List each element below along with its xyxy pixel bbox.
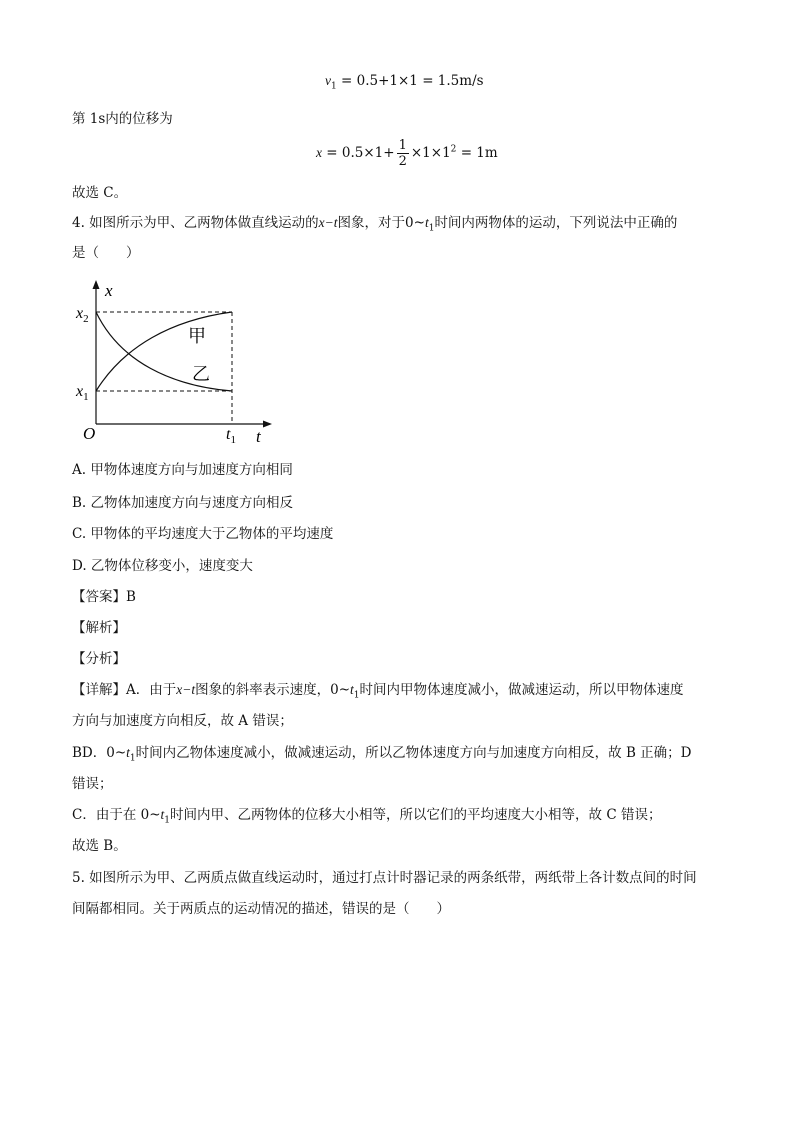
option-c: C. 甲物体的平均速度大于乙物体的平均速度: [72, 526, 334, 542]
x2-label: $x_2$: [76, 305, 89, 325]
equation-x: x = 0.5×1+ $\frac{1}{2}$ $\times 1\times 1^2 = 1m$: [316, 138, 498, 169]
q5-line1: 5. 如图所示为甲、乙两质点做直线运动时，通过打点计时器记录的两条纸带，两纸带上各计数点间的时间: [72, 870, 697, 886]
fenxi-heading: 【分析】: [72, 651, 126, 667]
yi-label: 乙: [192, 364, 210, 384]
detail-line3: BD．$0\sim t_1$时间内乙物体速度减小，做减速运动，所以乙物体速度方向与加速度方向相反，故 B 正确；D: [72, 745, 692, 764]
detail-line2: 方向与加速度方向相反，故 A 错误；: [72, 713, 293, 729]
equation-v1: $v_1 = 0.5+1\times 1 = 1.5m/s$: [325, 73, 484, 92]
q4-line1: 4. 如图所示为甲、乙两物体做直线运动的x−t图象，对于$0\sim t_1$时间内两物体的运动，下列说法中正确的: [72, 215, 678, 234]
answer: 【答案】B: [72, 589, 136, 605]
detail-line6: 故选 B。: [72, 838, 127, 854]
xt-graph: [72, 278, 282, 450]
y-axis-label: x: [105, 281, 113, 300]
q5-line2: 间隔都相同。关于两质点的运动情况的描述，错误的是（ ）: [72, 901, 450, 917]
option-b: B. 乙物体加速度方向与速度方向相反: [72, 495, 294, 511]
x-axis-arrow: [263, 421, 272, 428]
detail-line4: 错误；: [72, 776, 113, 792]
option-a: A. 甲物体速度方向与加速度方向相同: [72, 462, 293, 478]
origin-label: O: [83, 424, 96, 443]
y-axis-arrow: [93, 280, 100, 289]
x-axis-label: t: [256, 427, 261, 446]
jia-label: 甲: [188, 326, 206, 346]
detail-line5: C．由于在 $0\sim t_1$时间内甲、乙两物体的位移大小相等，所以它们的平均速度大小相等，故 C 错误；: [72, 807, 662, 826]
curve-yi: [96, 312, 232, 391]
t1-label: $t_1$: [226, 426, 236, 446]
choose-c: 故选 C。: [72, 185, 128, 201]
x1-label: $x_1$: [76, 383, 89, 403]
option-d: D. 乙物体位移变小，速度变大: [72, 558, 253, 574]
detail-line1: 【详解】A．由于x−t图象的斜率表示速度，$0\sim t_1$时间内甲物体速度减小，做减速运动，所以甲物体速度: [72, 682, 684, 701]
analysis-heading: 【解析】: [72, 620, 126, 636]
q4-line2: 是（ ）: [72, 245, 140, 261]
displacement-intro: 第 1s内的位移为: [72, 111, 173, 127]
curve-jia: [96, 312, 232, 391]
